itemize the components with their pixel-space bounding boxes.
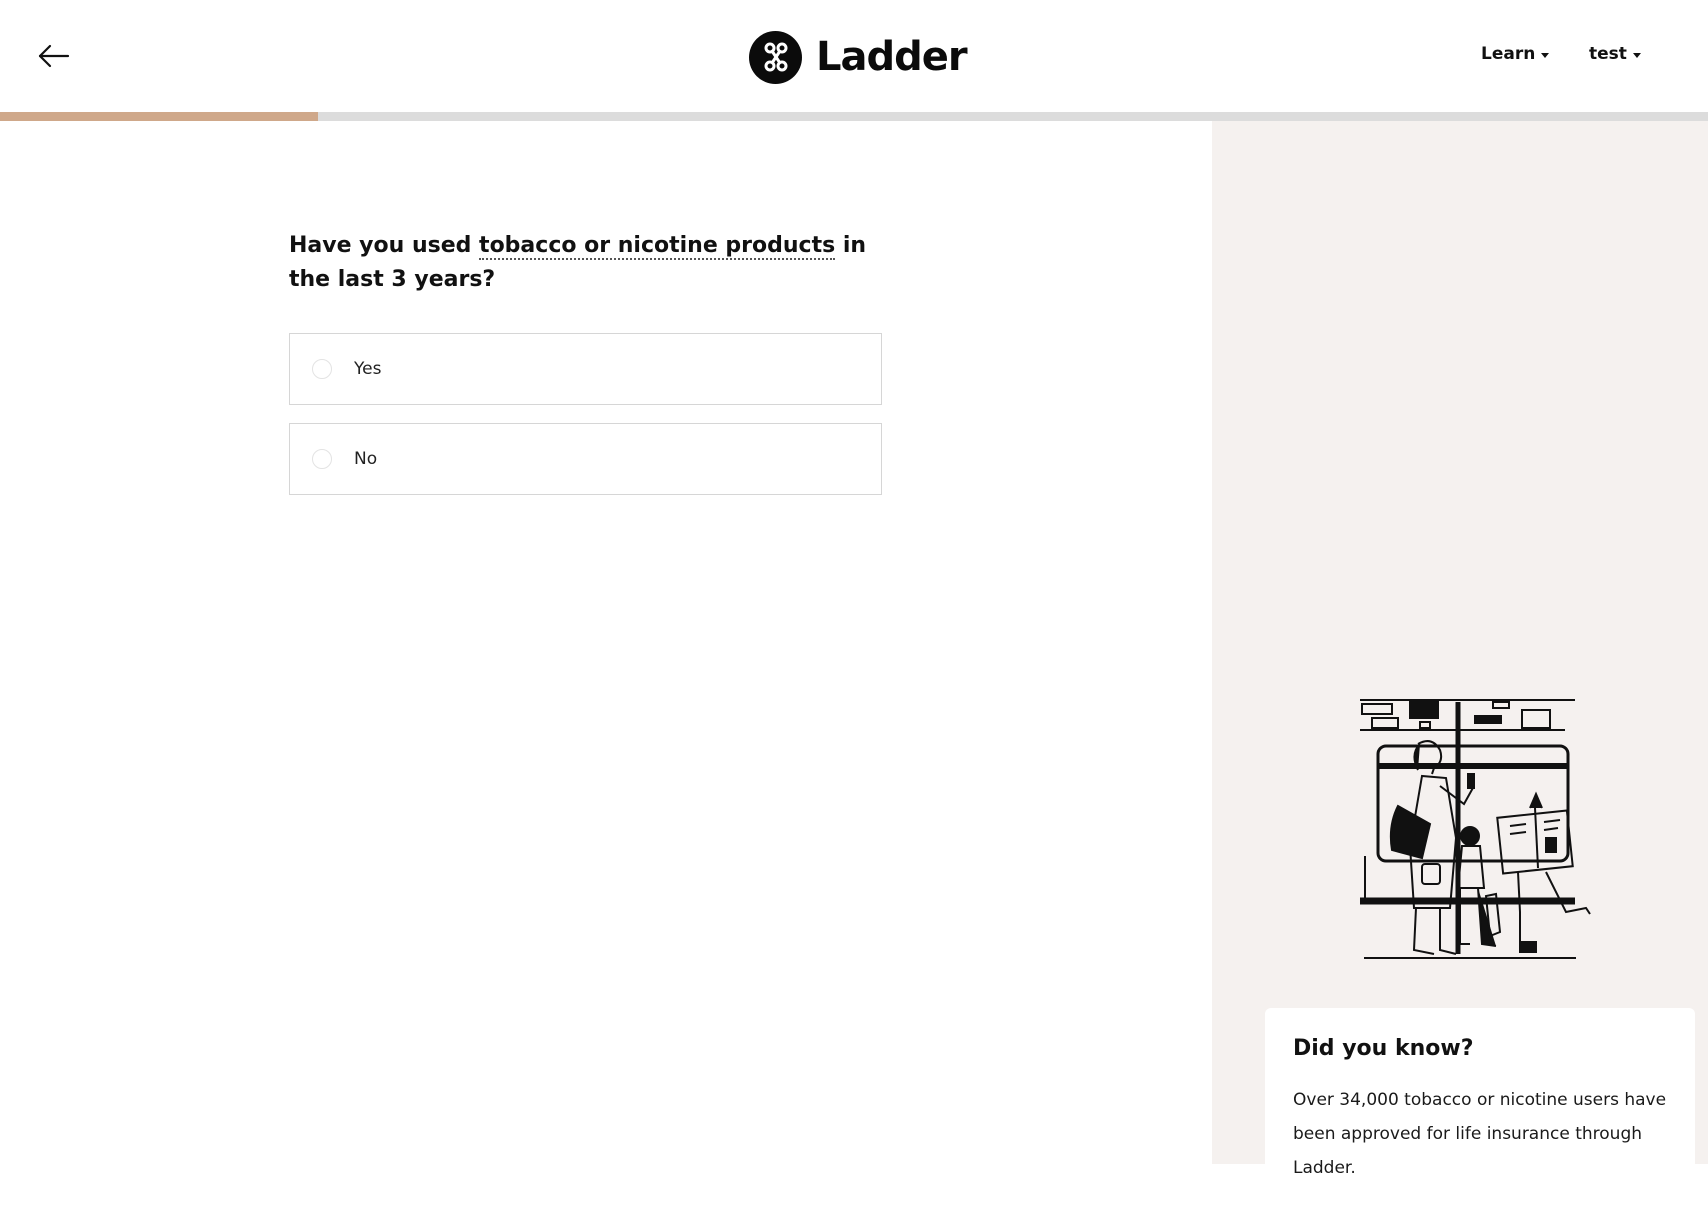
- tobacco-term-tooltip-link[interactable]: tobacco or nicotine products: [479, 233, 836, 258]
- nav-account-dropdown[interactable]: [1589, 44, 1641, 64]
- option-yes[interactable]: [289, 333, 882, 405]
- sidebar-panel: [1212, 121, 1708, 1178]
- radio-unchecked-icon[interactable]: [312, 449, 332, 469]
- progress-bar: [0, 112, 1708, 121]
- nav-account-label: test: [1589, 44, 1627, 64]
- back-button[interactable]: [36, 38, 72, 74]
- tip-title: Did you know?: [1293, 1036, 1474, 1061]
- ladder-logo-icon: [749, 31, 802, 84]
- progress-fill: [0, 112, 318, 121]
- arrow-left-icon: [36, 38, 72, 74]
- tip-body: Over 34,000 tobacco or nicotine users have been approved for life insurance through Ladder.: [1293, 1090, 1667, 1178]
- radio-unchecked-icon[interactable]: [312, 359, 332, 379]
- caret-down-icon: [1633, 53, 1641, 58]
- option-label: No: [354, 449, 378, 469]
- question-suffix: in the last 3 years?: [289, 233, 867, 292]
- subway-commuters-illustration: [1350, 696, 1590, 961]
- question-text: [289, 229, 889, 297]
- did-you-know-card: [1265, 1008, 1695, 1208]
- brand-logo[interactable]: [749, 30, 967, 84]
- header: [0, 0, 1708, 112]
- nav-learn-label: Learn: [1481, 44, 1536, 64]
- nav-learn-dropdown[interactable]: [1481, 44, 1549, 64]
- question-prefix: Have you used: [289, 233, 480, 258]
- option-no[interactable]: [289, 423, 882, 495]
- option-label: Yes: [354, 359, 382, 379]
- caret-down-icon: [1541, 53, 1549, 58]
- brand-name: Ladder: [816, 34, 967, 80]
